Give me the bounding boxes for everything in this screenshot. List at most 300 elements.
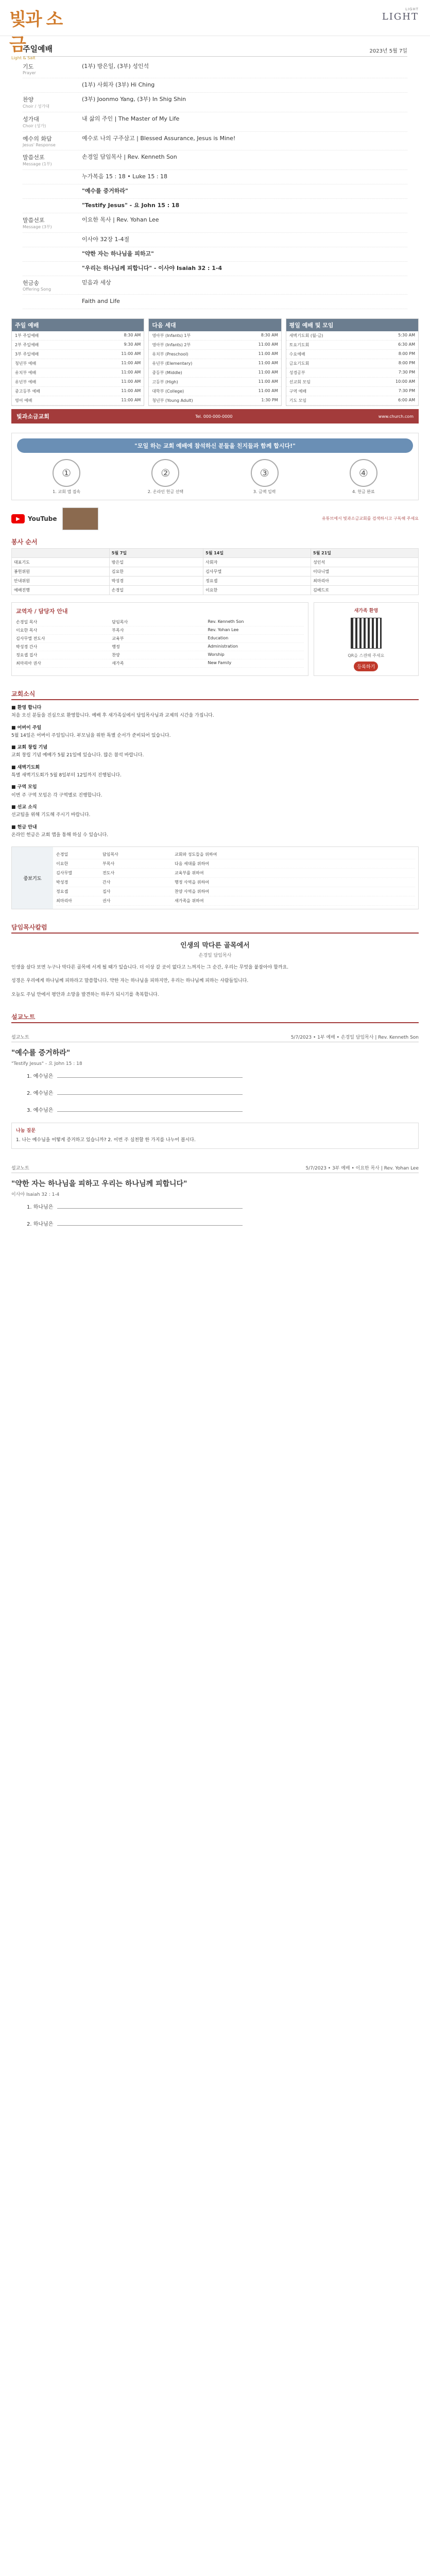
schedule-panel: [148, 318, 281, 406]
table-cell: 손경일: [109, 586, 203, 595]
panel-row-time: 10:00 AM: [395, 379, 415, 384]
note-blank: [27, 1219, 419, 1227]
order-row: [23, 213, 407, 233]
serving-schedule: [11, 537, 419, 595]
note-questions-title: 나눔 질문: [16, 1128, 36, 1133]
order-value: 손경일 담임목사 | Rev. Kenneth Son: [82, 154, 177, 160]
order-row: [23, 184, 407, 199]
serving-header-cell: 5월 7일: [109, 549, 203, 558]
prayer-role: 간사: [102, 880, 111, 885]
panel-row-name: 영아부 (Infants) 2부: [152, 343, 191, 347]
youtube-link[interactable]: [11, 514, 57, 523]
order-value: 믿음과 세상: [82, 279, 111, 286]
news-list: [11, 704, 419, 839]
table-cell: 정요셉: [203, 577, 311, 586]
channel-thumbnail[interactable]: [62, 507, 98, 530]
panel-row-name: 유치부 예배: [15, 370, 37, 375]
panel-row-time: 7:30 PM: [398, 370, 415, 375]
social-section: [11, 507, 419, 530]
panel-row-name: 선교회 모임: [289, 380, 311, 384]
column-paragraph: 인생을 살다 보면 누구나 막다른 골목에 서게 될 때가 있습니다. 더 이상 갈 곳이 없다고 느껴지는 그 순간, 우리는 무엇을 붙잡아야 할까요.: [11, 965, 289, 971]
order-label-ko: 찬양: [23, 96, 34, 103]
staff-cell: 김사무엘 전도사: [16, 636, 45, 641]
panel-row-name: 기도 모임: [289, 398, 307, 403]
staff-cell: Education: [208, 636, 229, 640]
news-item: [11, 824, 419, 840]
panel-row-name: 유년부 (Elementary): [152, 361, 193, 366]
order-rows: [23, 60, 407, 309]
news-item-title: ■ 교회 창립 기념: [11, 745, 48, 751]
news-item-title: ■ 새벽기도회: [11, 765, 40, 770]
order-label: [23, 279, 82, 292]
staff-row: [16, 635, 304, 643]
news-section-title: 교회소식: [11, 689, 419, 700]
panel-row-time: 11:00 AM: [121, 351, 141, 356]
table-row: [12, 577, 419, 586]
panel-row: [12, 378, 144, 387]
panel-row: [149, 396, 281, 405]
staff-cell: Worship: [208, 652, 225, 657]
panel-row-time: 8:30 AM: [261, 333, 278, 337]
order-label: [23, 187, 82, 196]
order-value: 누가복음 15 : 18 • Luke 15 : 18: [82, 173, 168, 180]
table-cell: 김베드로: [311, 586, 419, 595]
order-value: 이요한 목사 | Rev. Yohan Lee: [82, 216, 159, 223]
note-header-right: 5/7/2023 • 1부 예배 • 손경일 담임목사 | Rev. Kenneth Son: [290, 1035, 419, 1040]
offering-step: [333, 459, 394, 495]
order-label: [23, 173, 82, 181]
order-label: [23, 201, 82, 210]
prayer-name: 정요셉: [56, 889, 68, 894]
prayer-row: [56, 896, 415, 906]
note-blank: [27, 1202, 419, 1210]
panel-row-time: 11:00 AM: [121, 361, 141, 365]
offering-step: [36, 459, 97, 495]
panel-row: [286, 341, 418, 350]
order-label-en: Offering Song: [23, 287, 51, 292]
step-caption: 2. 온라인 헌금 선택: [147, 489, 184, 494]
staff-cell: 교육부: [112, 636, 124, 641]
prayer-topic: 교육부를 위하여: [175, 871, 204, 876]
offering-steps: [17, 459, 413, 495]
panel-row-name: 중등부 (Middle): [152, 370, 182, 375]
order-label-en: Message (1부): [23, 162, 52, 166]
order-label: [23, 134, 82, 147]
panel-row-name: 중고등부 예배: [15, 389, 40, 394]
panel-row-time: 8:00 PM: [398, 361, 415, 365]
staff-section: [11, 602, 419, 676]
panel-row: [149, 341, 281, 350]
order-label: [23, 81, 82, 90]
prayer-role: 담임목사: [102, 852, 118, 857]
column-paragraph: 성경은 우리에게 하나님께 피하라고 말씀합니다. 약한 자는 하나님을 피하지만, 우리는 하나님께 피하는 사람들입니다.: [11, 978, 249, 984]
news-item: [11, 784, 419, 800]
order-label: [23, 250, 82, 259]
step-icon: ④: [350, 459, 377, 487]
staff-cell: 찬양: [112, 653, 120, 657]
panel-row-time: 11:00 AM: [258, 342, 278, 347]
serving-header-cell: 5월 14일: [203, 549, 311, 558]
staff-row: [16, 643, 304, 651]
staff-cell: Administration: [208, 644, 238, 649]
serving-body: [12, 558, 419, 595]
order-value: 이사야 32장 1-4절: [82, 236, 130, 243]
order-label-en: Choir (성가): [23, 124, 46, 128]
offering-bubble: "모일 하는 교회 예배에 참석하신 분들을 친지들과 함께 합시다!": [17, 438, 413, 453]
news-item: [11, 704, 419, 720]
prayer-name: 최마리아: [56, 899, 72, 904]
panel-row-time: 11:00 AM: [258, 361, 278, 365]
prayer-row: [56, 878, 415, 887]
order-value: "Testify Jesus" - 요 John 15 : 18: [82, 202, 180, 209]
schedule-panels: [11, 318, 419, 406]
prayer-rows: [53, 847, 418, 909]
staff-cell: Rev. Yohan Lee: [208, 628, 239, 632]
serving-title: 봉사 순서: [11, 538, 38, 546]
panel-row-time: 6:30 AM: [398, 342, 415, 347]
order-row: [23, 262, 407, 276]
prayer-topic: 다음 세대를 위하여: [175, 861, 209, 867]
panel-row: [12, 341, 144, 350]
order-value: (3부) Joonmo Yang, (3부) In Shig Shin: [82, 96, 186, 103]
panel-row-name: 성경공부: [289, 370, 305, 375]
prayer-row: [56, 850, 415, 859]
order-row: [23, 60, 407, 78]
column-body: [11, 963, 419, 999]
panel-row-name: 구역 예배: [289, 389, 307, 394]
news-item-body: 교회 창립 기념 예배가 5월 21일에 있습니다. 많은 참석 바랍니다.: [11, 753, 144, 758]
contact-bar: [11, 409, 419, 423]
panel-row-time: 8:30 AM: [124, 333, 141, 337]
table-cell: 대표기도: [12, 558, 110, 567]
prayer-row: [56, 887, 415, 896]
order-value: (1부) 방은일, (3부) 성인석: [82, 63, 149, 70]
panel-row-time: 11:00 AM: [121, 398, 141, 402]
note-header-right: 5/7/2023 • 3부 예배 • 이요한 목사 | Rev. Yohan Lee: [305, 1165, 419, 1171]
contact-church-name: 빛과소금교회: [16, 413, 49, 420]
logo-mark: 빛과 소금: [9, 9, 62, 55]
staff-cell: 정요셉 집사: [16, 653, 38, 657]
panel-row-time: 11:00 AM: [258, 379, 278, 384]
order-row: [23, 170, 407, 184]
step-icon: ①: [53, 459, 80, 487]
news-item: [11, 744, 419, 760]
prayer-row: [56, 869, 415, 878]
panel-row: [286, 387, 418, 396]
panel-row: [286, 350, 418, 359]
schedule-panel: [286, 318, 419, 406]
new-family-box: [314, 602, 419, 676]
order-label-en: Prayer: [23, 71, 36, 75]
note-reference: 이사야 Isaiah 32 : 1-4: [11, 1192, 60, 1197]
prayer-role: 권사: [102, 899, 111, 904]
order-label: [23, 95, 82, 109]
panel-row: [149, 350, 281, 359]
offering-step: [234, 459, 296, 495]
prayer-section: [11, 846, 419, 909]
panel-row-name: 1부 주일예배: [15, 333, 39, 338]
panel-row-time: 11:00 AM: [258, 388, 278, 393]
note-blank-line[interactable]: [57, 1077, 243, 1078]
column-paragraph: 오늘도 주님 안에서 평안과 소망을 발견하는 하루가 되시기를 축복합니다.: [11, 992, 159, 997]
order-title-row: [23, 43, 407, 57]
step-caption: 1. 교회 앱 접속: [53, 489, 81, 494]
step-caption: 3. 금액 입력: [253, 489, 276, 494]
order-row: [23, 276, 407, 295]
panel-row-time: 5:30 AM: [398, 333, 415, 337]
staff-cell: 손경일 목사: [16, 620, 38, 624]
order-label-ko: 기도: [23, 63, 34, 70]
panel-row: [149, 378, 281, 387]
table-cell: 성인석: [311, 558, 419, 567]
panel-row-name: 유치부 (Preschool): [152, 352, 188, 357]
news-item-body: 5월 14일은 어버이 주일입니다. 부모님을 위한 특별 순서가 준비되어 있습니다.: [11, 733, 171, 738]
note-reference: "Testify Jesus" - 요 John 15 : 18: [11, 1061, 82, 1066]
panel-row-name: 3부 주일예배: [15, 352, 39, 357]
panel-title: 평일 예배 및 모임: [286, 319, 418, 331]
youtube-name: YouTube: [28, 515, 57, 522]
panel-row: [149, 359, 281, 368]
panel-title: 주일 예배: [12, 319, 144, 331]
panel-row-time: 11:00 AM: [258, 370, 278, 375]
panel-row: [12, 350, 144, 359]
news-item-body: 처음 오신 분들을 진심으로 환영합니다. 예배 후 새가족실에서 담임목사님과 교제의 시간을 가집니다.: [11, 713, 214, 719]
staff-cell: 이요한 목사: [16, 628, 38, 633]
note-blank: [27, 1089, 419, 1096]
panel-row-name: 2부 주일예배: [15, 343, 39, 347]
staff-list: [11, 602, 308, 676]
note-blank-prefix: 3. 예수님은: [27, 1107, 55, 1113]
note-questions-body: 1. 나는 예수님을 어떻게 증거하고 있습니까? 2. 이번 주 실천할 한 가지를 나누어 봅시다.: [16, 1138, 196, 1143]
panel-row: [12, 387, 144, 396]
staff-cell: Rev. Kenneth Son: [208, 619, 244, 624]
order-label-ko: 성가대: [23, 116, 39, 123]
order-row: [23, 247, 407, 262]
table-row: [12, 567, 419, 577]
order-label: [23, 297, 82, 306]
table-cell: 박성경: [109, 577, 203, 586]
panel-row: [12, 331, 144, 341]
note-header-left: 설교노트: [11, 1165, 29, 1171]
order-row: [23, 233, 407, 247]
table-cell: 사회자: [203, 558, 311, 567]
panel-row-name: 영아부 (Infants) 1부: [152, 333, 191, 338]
order-value: "우리는 하나님께 피합니다" - 이사야 Isaiah 32 : 1-4: [82, 265, 222, 272]
order-label: [23, 153, 82, 167]
prayer-topic: 교회와 성도들을 위하여: [175, 852, 217, 857]
order-row: [23, 199, 407, 213]
order-row: [23, 112, 407, 132]
news-item: [11, 804, 419, 820]
note-blank: [27, 1072, 419, 1079]
panel-row: [12, 368, 144, 378]
panel-row-time: 1:30 PM: [261, 398, 278, 402]
panel-row: [149, 368, 281, 378]
panel-row-time: 7:30 PM: [398, 388, 415, 393]
prayer-topic: 행정 사역을 위하여: [175, 880, 209, 885]
register-button[interactable]: 등록하기: [354, 662, 378, 671]
panel-row: [149, 387, 281, 396]
youtube-icon: ▶: [11, 514, 25, 523]
order-label-en: Message (3부): [23, 225, 52, 229]
order-row: [23, 78, 407, 93]
schedule-panel: [11, 318, 144, 406]
news-item-title: ■ 구역 모임: [11, 785, 37, 790]
panel-row: [286, 396, 418, 405]
panel-row-time: 8:00 PM: [398, 351, 415, 356]
staff-row: [16, 626, 304, 635]
column-author: 손경일 담임목사: [198, 953, 232, 959]
panel-row: [286, 331, 418, 341]
note-blank-line[interactable]: [57, 1094, 243, 1095]
prayer-role: 부목사: [102, 861, 115, 867]
note-blank-prefix: 2. 예수님은: [27, 1090, 55, 1096]
table-cell: 최마리아: [311, 577, 419, 586]
staff-title: 교역자 / 담당자 안내: [16, 608, 68, 615]
table-cell: 이다니엘: [311, 567, 419, 577]
logo-sub: Light & Salt: [11, 56, 36, 60]
staff-cell: 새가족: [112, 661, 124, 666]
online-offering: [11, 433, 419, 500]
serving-header-cell: 5월 21일: [311, 549, 419, 558]
table-cell: 안내위원: [12, 577, 110, 586]
panel-row: [286, 378, 418, 387]
panel-row-time: 9:30 AM: [124, 342, 141, 347]
order-title: 주일예배: [23, 44, 53, 54]
order-row: [23, 132, 407, 150]
order-label: [23, 264, 82, 273]
note-header: [11, 1033, 419, 1042]
order-date: 2023년 5월 7일: [369, 48, 407, 54]
note-blank-line[interactable]: [57, 1208, 243, 1209]
staff-cell: New Family: [208, 660, 232, 665]
sermon-note: [11, 1164, 419, 1227]
order-value: Faith and Life: [82, 298, 120, 304]
staff-cell: 박성경 간사: [16, 645, 38, 649]
note-blank-line[interactable]: [57, 1111, 243, 1112]
staff-cell: 부목사: [112, 628, 124, 633]
panel-row-name: 대학부 (College): [152, 389, 184, 394]
new-family-sub: QR을 스캔해 주세요: [348, 653, 385, 658]
brand-right: [382, 7, 419, 22]
order-label-ko: 말씀선포: [23, 217, 45, 224]
column-section-title: 담임목사칼럼: [11, 923, 419, 934]
order-value: 내 삶의 주인 | The Master of My Life: [82, 115, 180, 122]
news-item-body: 선교팀을 위해 기도해 주시기 바랍니다.: [11, 812, 91, 818]
prayer-row: [56, 859, 415, 869]
prayer-role: 전도사: [102, 871, 115, 876]
order-of-worship: [0, 36, 430, 309]
note-blank: [27, 1106, 419, 1113]
order-label-en: Choir / 성가대: [23, 104, 50, 109]
prayer-label: 중보기도: [12, 847, 53, 909]
panel-row-name: 수요예배: [289, 352, 305, 357]
note-blank-prefix: 1. 예수님은: [27, 1073, 55, 1079]
panel-row-name: 새벽기도회 (월-금): [289, 333, 323, 338]
panel-row-name: 청년부 예배: [15, 361, 37, 366]
staff-cell: 담임목사: [112, 620, 128, 624]
table-cell: 김요한: [109, 567, 203, 577]
panel-row: [12, 359, 144, 368]
news-item: [11, 764, 419, 780]
note-blank-prefix: 1. 하나님은: [27, 1204, 55, 1210]
order-value: "약한 자는 하나님을 피하고": [82, 250, 154, 257]
panel-row: [12, 396, 144, 405]
prayer-name: 김사무엘: [56, 871, 72, 876]
prayer-name: 손경일: [56, 852, 68, 857]
contact-website[interactable]: www.church.com: [378, 414, 414, 419]
order-value: "예수를 증거하라": [82, 188, 128, 194]
note-title: "약한 자는 하나님을 피하고 우리는 하나님께 피합니다": [11, 1179, 187, 1188]
panel-row-time: 11:00 AM: [121, 370, 141, 375]
serving-header-cell: [12, 549, 110, 558]
note-blank-prefix: 2. 하나님은: [27, 1221, 55, 1227]
note-header: [11, 1164, 419, 1173]
note-blank-line[interactable]: [57, 1225, 243, 1226]
brand-small: LIGHT: [405, 7, 419, 11]
contact-phone: Tel. 000-000-0000: [195, 414, 233, 419]
social-notice: 유튜브에서 빛과소금교회를 검색하시고 구독해 주세요: [322, 516, 419, 521]
panel-row: [286, 359, 418, 368]
order-row: [23, 150, 407, 170]
panel-row-name: 청년부 (Young Adult): [152, 398, 193, 403]
new-family-title: 새가족 환영: [354, 608, 379, 614]
order-label: [23, 216, 82, 230]
news-item-body: 특별 새벽기도회가 5월 8일부터 12일까지 진행됩니다.: [11, 773, 122, 778]
note-questions: [11, 1123, 419, 1149]
brand-big: LIGHT: [382, 11, 419, 22]
order-label-ko: 헌금송: [23, 280, 39, 286]
news-item-body: 이번 주 구역 모임은 각 구역별로 진행합니다.: [11, 792, 102, 798]
table-row: [12, 586, 419, 595]
serving-header-row: [12, 549, 419, 558]
note-header-left: 설교노트: [11, 1035, 29, 1040]
qr-code-icon[interactable]: [351, 618, 382, 649]
panel-row-name: 토요기도회: [289, 343, 309, 347]
step-icon: ③: [251, 459, 279, 487]
table-cell: 김사무엘: [203, 567, 311, 577]
notes-section-title: 설교노트: [11, 1012, 419, 1023]
prayer-name: 이요한: [56, 861, 68, 867]
note-title: "예수를 증거하라": [11, 1048, 71, 1057]
order-label-ko: 예수의 화답: [23, 135, 52, 142]
panel-row-time: 6:00 AM: [398, 398, 415, 402]
staff-row: [16, 651, 304, 659]
order-label: [23, 115, 82, 129]
prayer-topic: 새가족을 위하여: [175, 899, 204, 904]
table-cell: 방은일: [109, 558, 203, 567]
order-label: [23, 235, 82, 244]
panel-title: 다음 세대: [149, 319, 281, 331]
order-value: (1부) 사회자 (3부) Hi Ching: [82, 81, 155, 88]
panel-row-time: 11:00 AM: [258, 351, 278, 356]
sermon-note: [11, 1033, 419, 1149]
staff-rows: [16, 618, 304, 668]
staff-row: [16, 659, 304, 668]
panel-row-name: 유년부 예배: [15, 380, 37, 384]
offering-step: [134, 459, 196, 495]
order-row: [23, 295, 407, 309]
prayer-name: 박성경: [56, 880, 68, 885]
news-item-title: ■ 헌금 안내: [11, 824, 37, 830]
table-cell: 예배진행: [12, 586, 110, 595]
sermon-notes: [0, 1033, 430, 1227]
table-cell: 봉헌위원: [12, 567, 110, 577]
panel-row: [286, 368, 418, 378]
pastor-column: [11, 940, 419, 999]
news-item-title: ■ 선교 소식: [11, 804, 37, 810]
prayer-role: 집사: [102, 889, 111, 894]
